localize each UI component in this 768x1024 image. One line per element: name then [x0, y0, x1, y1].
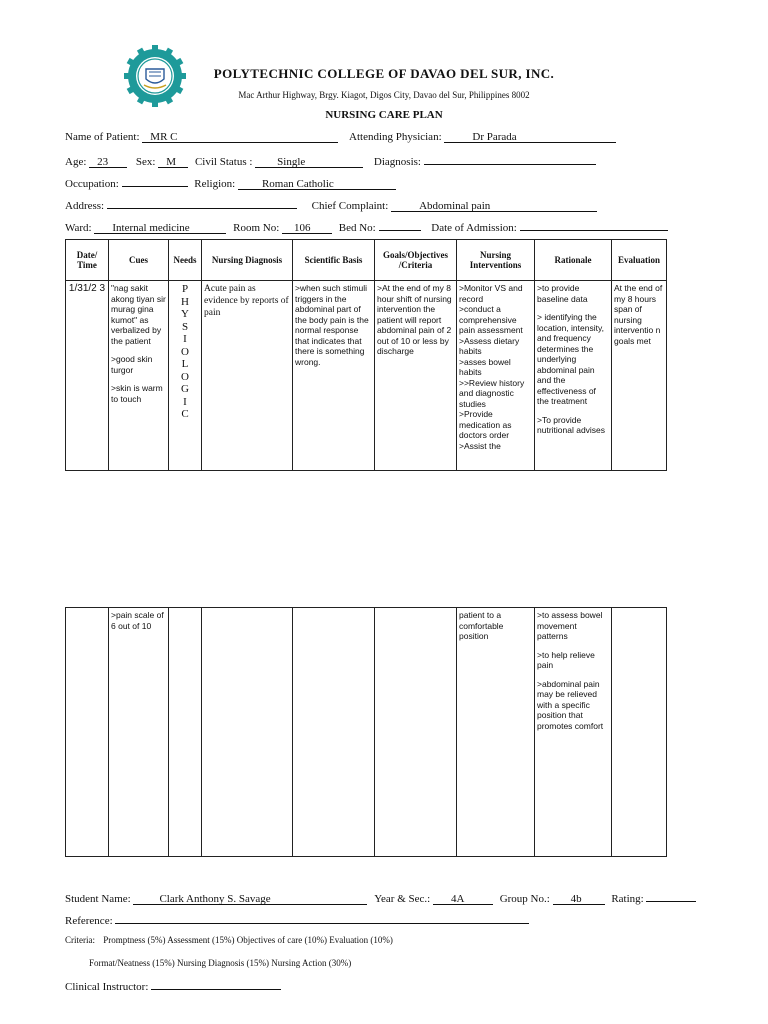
patient-ward-row — [65, 219, 668, 234]
instructor-field[interactable] — [151, 978, 281, 990]
intervention-item: >conduct a comprehensive pain assessment — [459, 304, 523, 335]
ward-label: Ward: — [65, 222, 92, 234]
complaint-field[interactable]: Abdominal pain — [391, 200, 597, 212]
civil-status-field[interactable]: Single — [255, 156, 363, 168]
occupation-label: Occupation: — [65, 178, 119, 190]
needs-letter: G — [181, 383, 189, 395]
criteria-line-2: Format/Neatness (15%) Nursing Diagnosis (15%) Nursing Action (30%) — [89, 958, 352, 968]
patient-name-field[interactable]: MR C — [142, 131, 338, 143]
rating-label: Rating: — [611, 893, 644, 905]
age-label: Age: — [65, 156, 87, 168]
scientific-cell-empty — [293, 608, 375, 857]
goals-cell-empty — [375, 608, 457, 857]
header-cues: Cues — [109, 240, 169, 281]
header-rationale: Rationale — [535, 240, 612, 281]
needs-letter: S — [181, 320, 189, 333]
patient-address-row — [65, 197, 597, 212]
bed-field[interactable] — [379, 219, 421, 231]
evaluation-cell-empty — [612, 608, 667, 857]
form-title: NURSING CARE PLAN — [325, 109, 443, 121]
bed-label: Bed No: — [338, 222, 376, 234]
rating-field[interactable] — [646, 890, 696, 902]
date-cell: 1/31/2 3 — [66, 281, 109, 471]
header-scientific-basis: Scientific Basis — [293, 240, 375, 281]
needs-letter: I — [183, 395, 187, 408]
goals-cell: >At the end of my 8 hour shift of nursing intervention the patient will report abdominal pain of 2 out of 10 or less by discharge — [375, 281, 457, 471]
header-diagnosis: Nursing Diagnosis — [202, 240, 293, 281]
cue-item: >good skin turgor — [111, 354, 153, 375]
name-label: Name of Patient: — [65, 131, 140, 143]
needs-letter: O — [181, 345, 189, 358]
age-field[interactable]: 23 — [89, 156, 127, 168]
group-field[interactable]: 4b — [553, 893, 605, 905]
evaluation-cell: At the end of my 8 hours span of nursing interventio n goals met — [612, 281, 667, 471]
header-interventions: Nursing Interventions — [457, 240, 535, 281]
needs-letter: O — [181, 370, 189, 383]
occupation-field[interactable] — [122, 175, 188, 187]
admission-label: Date of Admission: — [431, 222, 517, 234]
rationale-item: >to provide baseline data — [537, 283, 588, 304]
cues-cell: >pain scale of 6 out of 10 — [109, 608, 169, 857]
table-row — [66, 281, 667, 471]
rationale-cell — [535, 608, 612, 857]
diagnosis-cell: Acute pain as evidence by reports of pain — [202, 281, 293, 471]
criteria-line-1: Promptness (5%) Assessment (15%) Objectives of care (10%) Evaluation (10%) — [103, 935, 393, 945]
student-label: Student Name: — [65, 893, 131, 905]
intervention-item: >Assist the — [459, 440, 501, 451]
patient-age-row — [65, 153, 596, 168]
year-field[interactable]: 4A — [433, 893, 493, 905]
year-label: Year & Sec.: — [374, 893, 431, 905]
needs-cell — [169, 281, 202, 471]
cue-item: >skin is warm to touch — [111, 383, 163, 404]
diagnosis-label: Diagnosis: — [373, 156, 421, 168]
rationale-item: >to help relieve pain — [537, 649, 595, 670]
admission-field[interactable] — [520, 219, 668, 231]
ward-field[interactable]: Internal medicine — [94, 222, 226, 234]
needs-letter: C — [181, 408, 189, 420]
needs-letter: H — [181, 295, 189, 308]
interventions-cell: patient to a comfortable position — [457, 608, 535, 857]
rationale-item: > identifying the location, intensity, and frequency determines the underlying abdominal pain and the effectiveness of the treatment — [537, 312, 604, 406]
reference-row — [65, 912, 529, 927]
intervention-item: >Monitor VS and record — [459, 283, 523, 304]
address-field[interactable] — [107, 197, 297, 209]
cue-item: "nag sakit akong tiyan sir murag gina kumot" as verbalized by the patient — [111, 283, 166, 346]
needs-letter: L — [181, 358, 189, 370]
reference-label: Reference: — [65, 915, 113, 927]
interventions-cell — [457, 281, 535, 471]
rationale-cell — [535, 281, 612, 471]
address-label: Address: — [65, 200, 105, 212]
civil-status-label: Civil Status : — [194, 156, 253, 168]
criteria-row-2 — [89, 958, 351, 968]
patient-occupation-row — [65, 175, 396, 190]
criteria-row — [65, 935, 393, 945]
header-date: Date/ Time — [66, 240, 109, 281]
rationale-item: >To provide nutritional advises — [537, 414, 606, 435]
student-field[interactable]: Clark Anthony S. Savage — [133, 893, 367, 905]
header-needs: Needs — [169, 240, 202, 281]
care-plan-table — [65, 239, 667, 471]
patient-name-row — [65, 131, 616, 143]
needs-letter: Y — [181, 308, 189, 320]
date-cell-empty — [66, 608, 109, 857]
sex-label: Sex: — [135, 156, 156, 168]
college-address: Mac Arthur Highway, Brgy. Kiagot, Digos City, Davao del Sur, Philippines 8002 — [238, 90, 530, 100]
diagnosis-cell-empty — [202, 608, 293, 857]
complaint-label: Chief Complaint: — [311, 200, 389, 212]
student-row — [65, 890, 696, 905]
intervention-item: >Assess dietary habits — [459, 335, 520, 356]
cues-cell — [109, 281, 169, 471]
instructor-label: Clinical Instructor: — [65, 981, 149, 993]
care-plan-table-continued — [65, 607, 667, 857]
intervention-item: >asses bowel habits — [459, 356, 511, 377]
header-goals: Goals/Objectives /Criteria — [375, 240, 457, 281]
rationale-item: >abdominal pain may be relieved with a specific position that promotes comfort — [537, 678, 604, 731]
reference-field[interactable] — [115, 912, 529, 924]
instructor-row — [65, 978, 281, 993]
diagnosis-field[interactable] — [424, 153, 596, 165]
scientific-basis-cell: >when such stimuli triggers in the abdominal part of the body pain is the normal response that indicates that there is something wrong. — [293, 281, 375, 471]
college-name: POLYTECHNIC COLLEGE OF DAVAO DEL SUR, INC. — [213, 66, 555, 81]
needs-cell-empty — [169, 608, 202, 857]
group-label: Group No.: — [499, 893, 550, 905]
physician-label: Attending Physician: — [349, 131, 442, 143]
religion-label: Religion: — [194, 178, 236, 190]
sex-field[interactable]: M — [158, 156, 188, 168]
religion-field[interactable]: Roman Catholic — [238, 178, 396, 190]
room-label: Room No: — [233, 222, 280, 234]
intervention-item: >>Review history and diagnostic studies — [459, 377, 525, 409]
physician-field[interactable]: Dr Parada — [444, 131, 616, 143]
room-field[interactable]: 106 — [282, 222, 332, 234]
header-evaluation: Evaluation — [612, 240, 667, 281]
needs-letter: P — [181, 283, 189, 295]
table-header-row — [66, 240, 667, 281]
intervention-item: >Provide medication as doctors order — [459, 409, 512, 440]
rationale-item: >to assess bowel movement patterns — [537, 610, 603, 641]
table-row — [66, 608, 667, 857]
criteria-label: Criteria: — [65, 935, 95, 945]
needs-letter: I — [183, 333, 187, 345]
